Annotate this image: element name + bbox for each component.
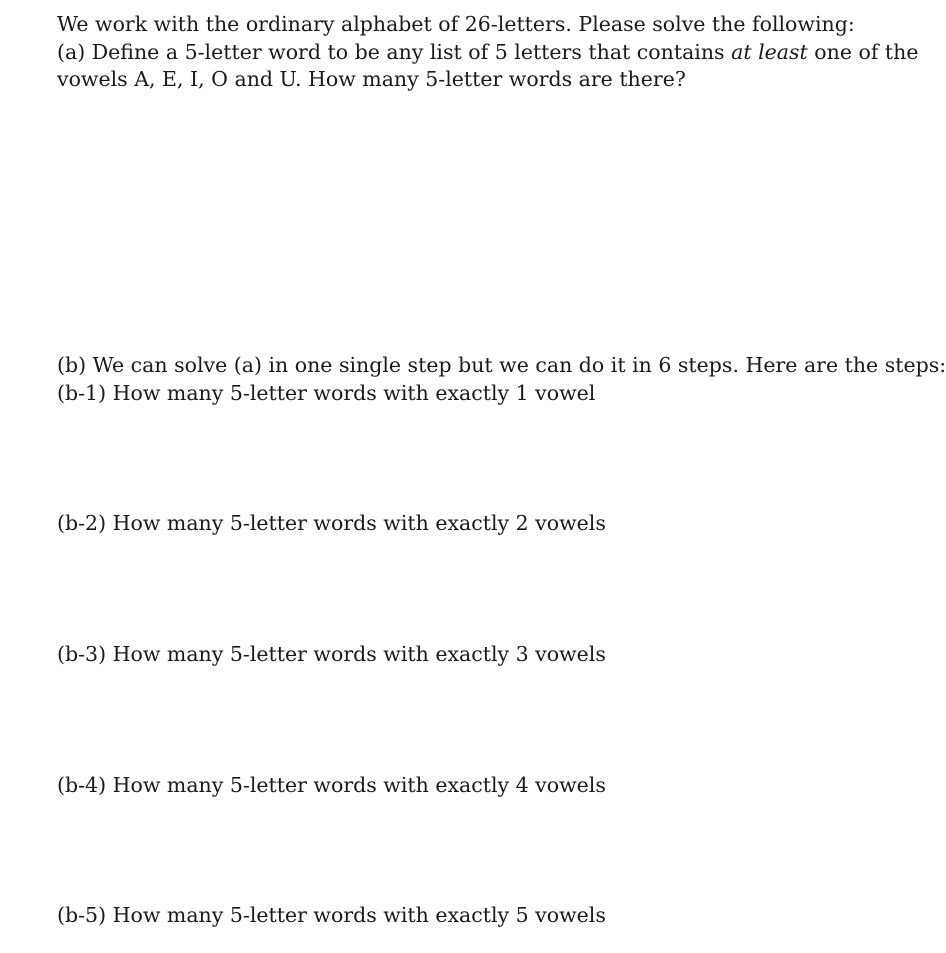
part-a-emphasis: at least [731, 39, 808, 64]
part-b2-question: (b-2) How many 5-letter words with exactly 2 vowels [57, 511, 606, 535]
problem-statement-a [57, 11, 919, 94]
part-b5-question: (b-5) How many 5-letter words with exactly 5 vowels [57, 903, 606, 927]
intro-text: We work with the ordinary alphabet of 26-letters. Please solve the following: [57, 12, 855, 36]
part-a-line-1 [57, 39, 919, 67]
part-b3-question: (b-3) How many 5-letter words with exactly 3 vowels [57, 642, 606, 666]
part-a-line-2: vowels A, E, I, O and U. How many 5-letter words are there? [57, 67, 686, 91]
part-b1-question: (b-1) How many 5-letter words with exactly 1 vowel [57, 380, 596, 405]
part-a-text-before: (a) Define a 5-letter word to be any list of 5 letters that contains [57, 39, 725, 64]
part-b-intro: (b) We can solve (a) in one single step but we can do it in 6 steps. Here are the steps: [57, 353, 946, 377]
part-b4-question: (b-4) How many 5-letter words with exactly 4 vowels [57, 773, 606, 797]
part-a-text-after: one of the [814, 39, 919, 64]
problem-statement-b [57, 352, 946, 407]
